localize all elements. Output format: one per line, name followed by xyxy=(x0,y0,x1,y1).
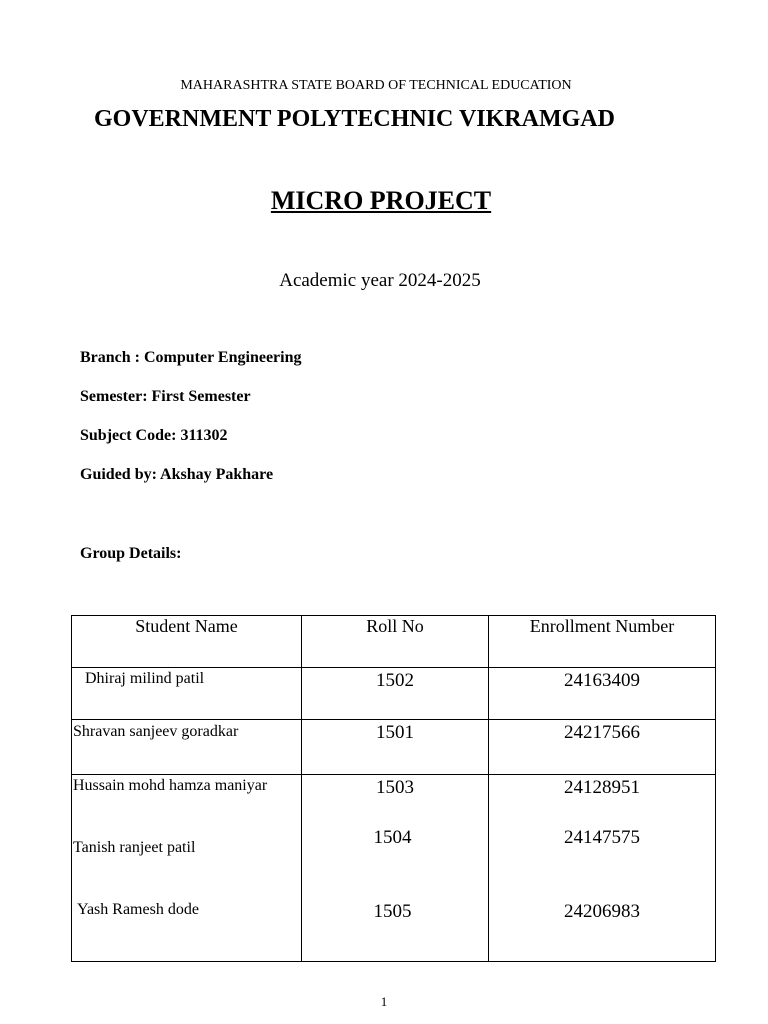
enrollment-cell xyxy=(489,775,716,962)
enrollment-cell xyxy=(489,668,716,720)
student-name-cell xyxy=(72,720,302,775)
table-header-row xyxy=(72,616,716,668)
enrollment-number: 24163409 xyxy=(564,670,640,691)
header-roll-no: Roll No xyxy=(302,616,489,668)
table-row xyxy=(72,720,716,775)
roll-no: 1505 xyxy=(373,901,412,922)
roll-no: 1502 xyxy=(376,670,414,691)
student-name: Shravan sanjeev goradkar xyxy=(73,723,239,740)
student-name-cell xyxy=(72,775,302,962)
enrollment-cell xyxy=(489,720,716,775)
enrollment-number: 24217566 xyxy=(564,722,640,743)
roll-no-cell xyxy=(302,775,489,962)
enrollment-number: 24206983 xyxy=(564,901,640,922)
roll-no: 1504 xyxy=(373,827,412,848)
page-title: MICRO PROJECT xyxy=(270,186,492,215)
group-table xyxy=(71,615,716,962)
college-name: GOVERNMENT POLYTECHNIC VIKRAMGAD xyxy=(94,106,615,132)
enrollment-number: 24128951 xyxy=(564,777,640,798)
roll-no: 1503 xyxy=(376,777,414,798)
group-details-label: Group Details: xyxy=(80,545,182,562)
table-row-group xyxy=(72,775,716,962)
semester-line: Semester: First Semester xyxy=(80,388,251,405)
student-name: Tanish ranjeet patil xyxy=(73,839,196,856)
student-name: Dhiraj milind patil xyxy=(85,670,205,687)
enrollment-number: 24147575 xyxy=(564,827,640,848)
table-row xyxy=(72,668,716,720)
roll-no-cell xyxy=(302,720,489,775)
student-name: Hussain mohd hamza maniyar xyxy=(73,777,268,794)
header-enrollment-number: Enrollment Number xyxy=(489,616,716,668)
subject-code-line: Subject Code: 311302 xyxy=(80,427,228,444)
student-name: Yash Ramesh dode xyxy=(77,901,199,918)
header-student-name: Student Name xyxy=(72,616,302,668)
branch-line: Branch : Computer Engineering xyxy=(80,349,302,366)
guided-by-line: Guided by: Akshay Pakhare xyxy=(80,466,274,483)
board-name: MAHARASHTRA STATE BOARD OF TECHNICAL EDUCATION xyxy=(180,78,572,93)
roll-no-cell xyxy=(302,668,489,720)
student-name-cell xyxy=(72,668,302,720)
roll-no: 1501 xyxy=(376,722,414,743)
page-number: 1 xyxy=(380,994,388,1009)
academic-year: Academic year 2024-2025 xyxy=(279,270,481,291)
